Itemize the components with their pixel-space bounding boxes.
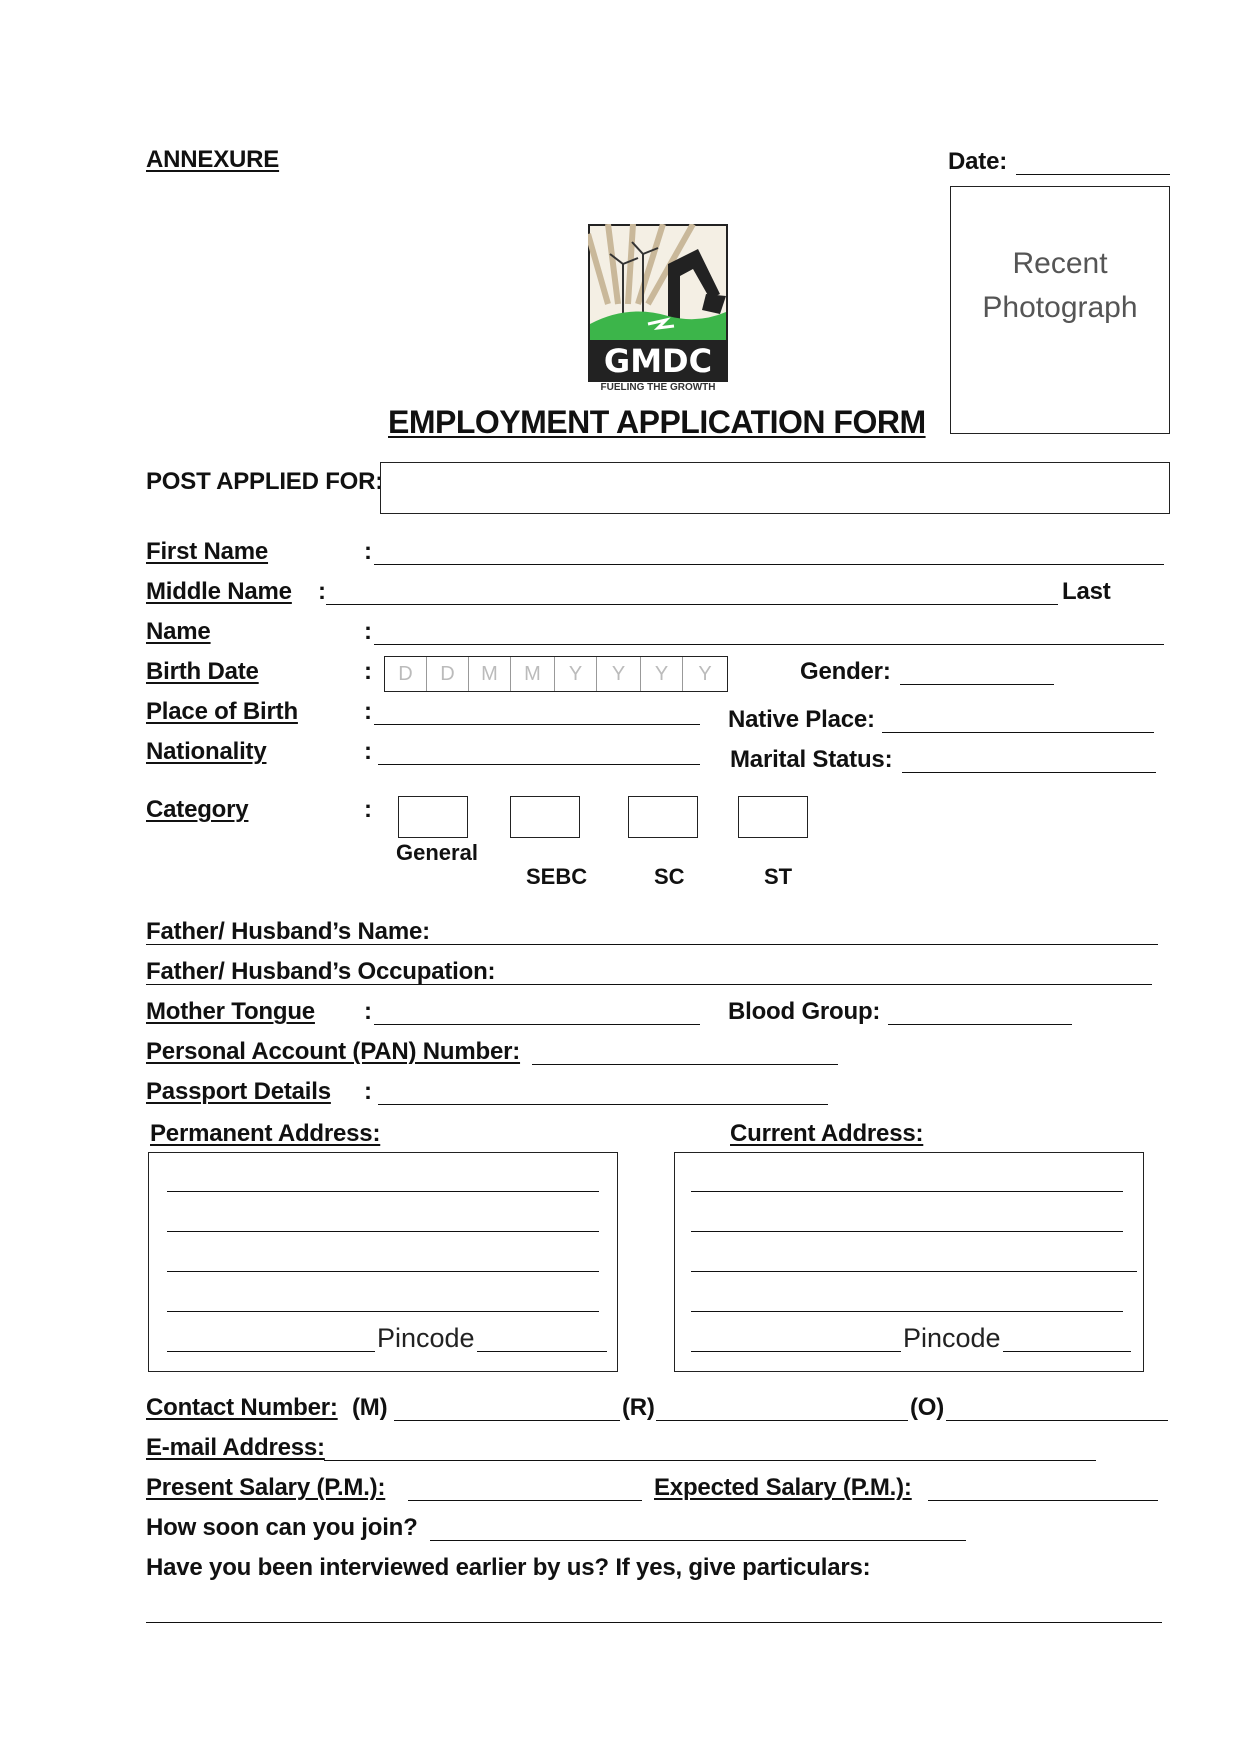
marital-status-field[interactable]	[902, 772, 1156, 773]
last-label: Last	[1062, 578, 1111, 605]
category-general-label: General	[396, 840, 478, 865]
date-cell-y3[interactable]: Y	[641, 657, 683, 691]
current-address-line[interactable]	[691, 1191, 1123, 1192]
contact-label: Contact Number:	[146, 1394, 338, 1421]
passport-field[interactable]	[378, 1104, 828, 1105]
mother-tongue-colon: :	[364, 998, 372, 1025]
gmdc-logo	[588, 224, 728, 394]
post-applied-input[interactable]	[380, 462, 1170, 514]
birth-date-boxes[interactable]	[384, 656, 728, 692]
native-place-field[interactable]	[882, 732, 1154, 733]
date-label: Date:	[948, 148, 1008, 175]
permanent-address-box[interactable]	[148, 1152, 618, 1372]
current-address-line[interactable]	[691, 1231, 1123, 1232]
gender-label: Gender:	[800, 658, 891, 685]
permanent-address-line[interactable]	[167, 1311, 599, 1312]
marital-status-label: Marital Status:	[730, 746, 893, 773]
first-name-colon: :	[364, 538, 372, 565]
expected-salary-field[interactable]	[928, 1500, 1158, 1501]
father-occupation-field[interactable]	[146, 984, 1152, 985]
photo-label-line1: Recent	[1012, 247, 1108, 280]
current-address-label: Current Address:	[730, 1120, 924, 1147]
permanent-address-line[interactable]	[167, 1191, 599, 1192]
photo-box[interactable]	[950, 186, 1170, 434]
current-address-line[interactable]	[691, 1271, 1137, 1272]
date-field[interactable]	[1016, 174, 1170, 175]
current-pincode-label: Pincode	[903, 1323, 1001, 1353]
date-cell-y1[interactable]: Y	[555, 657, 597, 691]
first-name-label: First Name	[146, 538, 269, 565]
join-field[interactable]	[430, 1540, 966, 1541]
category-sebc-checkbox[interactable]	[510, 796, 580, 838]
place-of-birth-label: Place of Birth	[146, 698, 298, 725]
date-cell-y2[interactable]: Y	[597, 657, 641, 691]
blood-group-field[interactable]	[888, 1024, 1072, 1025]
category-colon: :	[364, 796, 372, 823]
nationality-field[interactable]	[378, 764, 700, 765]
post-applied-label: POST APPLIED FOR:	[146, 468, 384, 495]
last-name-colon: :	[364, 618, 372, 645]
first-name-field[interactable]	[374, 564, 1164, 565]
logo-tagline: FUELING THE GROWTH	[600, 382, 716, 393]
category-st-checkbox[interactable]	[738, 796, 808, 838]
permanent-pincode-label: Pincode	[377, 1323, 475, 1353]
present-salary-label: Present Salary (P.M.):	[146, 1474, 386, 1501]
date-cell-m2[interactable]: M	[511, 657, 555, 691]
interviewed-label: Have you been interviewed earlier by us? If yes, give particulars:	[146, 1554, 871, 1581]
category-general-checkbox[interactable]	[398, 796, 468, 838]
birth-date-colon: :	[364, 658, 372, 685]
mother-tongue-label: Mother Tongue	[146, 998, 315, 1025]
native-place-label: Native Place:	[728, 706, 875, 733]
permanent-address-line[interactable]	[167, 1271, 599, 1272]
contact-residence-field[interactable]	[656, 1420, 908, 1421]
nationality-colon: :	[364, 738, 372, 765]
contact-mobile-field[interactable]	[394, 1420, 620, 1421]
form-title: EMPLOYMENT APPLICATION FORM	[388, 404, 926, 440]
email-label: E-mail Address:	[146, 1434, 325, 1461]
logo-name: GMDC	[603, 342, 713, 380]
mother-tongue-field[interactable]	[374, 1024, 700, 1025]
permanent-address-label: Permanent Address:	[150, 1120, 381, 1147]
place-of-birth-colon: :	[364, 698, 372, 725]
category-st-label: ST	[764, 864, 793, 889]
gender-field[interactable]	[900, 684, 1054, 685]
category-sebc-label: SEBC	[526, 864, 588, 889]
permanent-address-line[interactable]	[167, 1231, 599, 1232]
contact-m-label: (M)	[352, 1394, 388, 1421]
middle-name-field[interactable]	[326, 604, 1058, 605]
logo-emblem-icon	[588, 224, 728, 384]
pan-label: Personal Account (PAN) Number:	[146, 1038, 521, 1065]
last-name-field[interactable]	[374, 644, 1164, 645]
date-cell-y4[interactable]: Y	[698, 662, 712, 685]
expected-salary-label: Expected Salary (P.M.):	[654, 1474, 912, 1501]
annexure-heading: ANNEXURE	[146, 146, 280, 173]
last-name-label: Name	[146, 618, 211, 645]
interviewed-field[interactable]	[146, 1622, 1162, 1623]
date-cell-d2[interactable]: D	[427, 657, 469, 691]
pan-field[interactable]	[532, 1064, 838, 1065]
present-salary-field[interactable]	[408, 1500, 642, 1501]
blood-group-label: Blood Group:	[728, 998, 881, 1025]
father-name-field[interactable]	[146, 944, 1158, 945]
place-of-birth-field[interactable]	[374, 724, 700, 725]
birth-date-label: Birth Date	[146, 658, 259, 685]
passport-colon: :	[364, 1078, 372, 1105]
contact-office-field[interactable]	[946, 1420, 1168, 1421]
middle-name-colon: :	[318, 578, 326, 605]
current-address-line[interactable]	[691, 1311, 1123, 1312]
current-address-box[interactable]	[674, 1152, 1144, 1372]
father-occupation-label: Father/ Husband’s Occupation:	[146, 958, 496, 985]
email-field[interactable]	[324, 1460, 1096, 1461]
date-cell-d1[interactable]: D	[385, 657, 427, 691]
contact-o-label: (O)	[910, 1394, 945, 1421]
category-sc-label: SC	[654, 864, 685, 889]
nationality-label: Nationality	[146, 738, 267, 765]
middle-name-label: Middle Name	[146, 578, 292, 605]
contact-r-label: (R)	[622, 1394, 655, 1421]
join-label: How soon can you join?	[146, 1514, 418, 1541]
father-name-label: Father/ Husband’s Name:	[146, 918, 430, 945]
date-cell-m1[interactable]: M	[469, 657, 511, 691]
photo-label-line2: Photograph	[982, 291, 1138, 324]
category-sc-checkbox[interactable]	[628, 796, 698, 838]
passport-label: Passport Details	[146, 1078, 331, 1105]
category-label: Category	[146, 796, 249, 823]
